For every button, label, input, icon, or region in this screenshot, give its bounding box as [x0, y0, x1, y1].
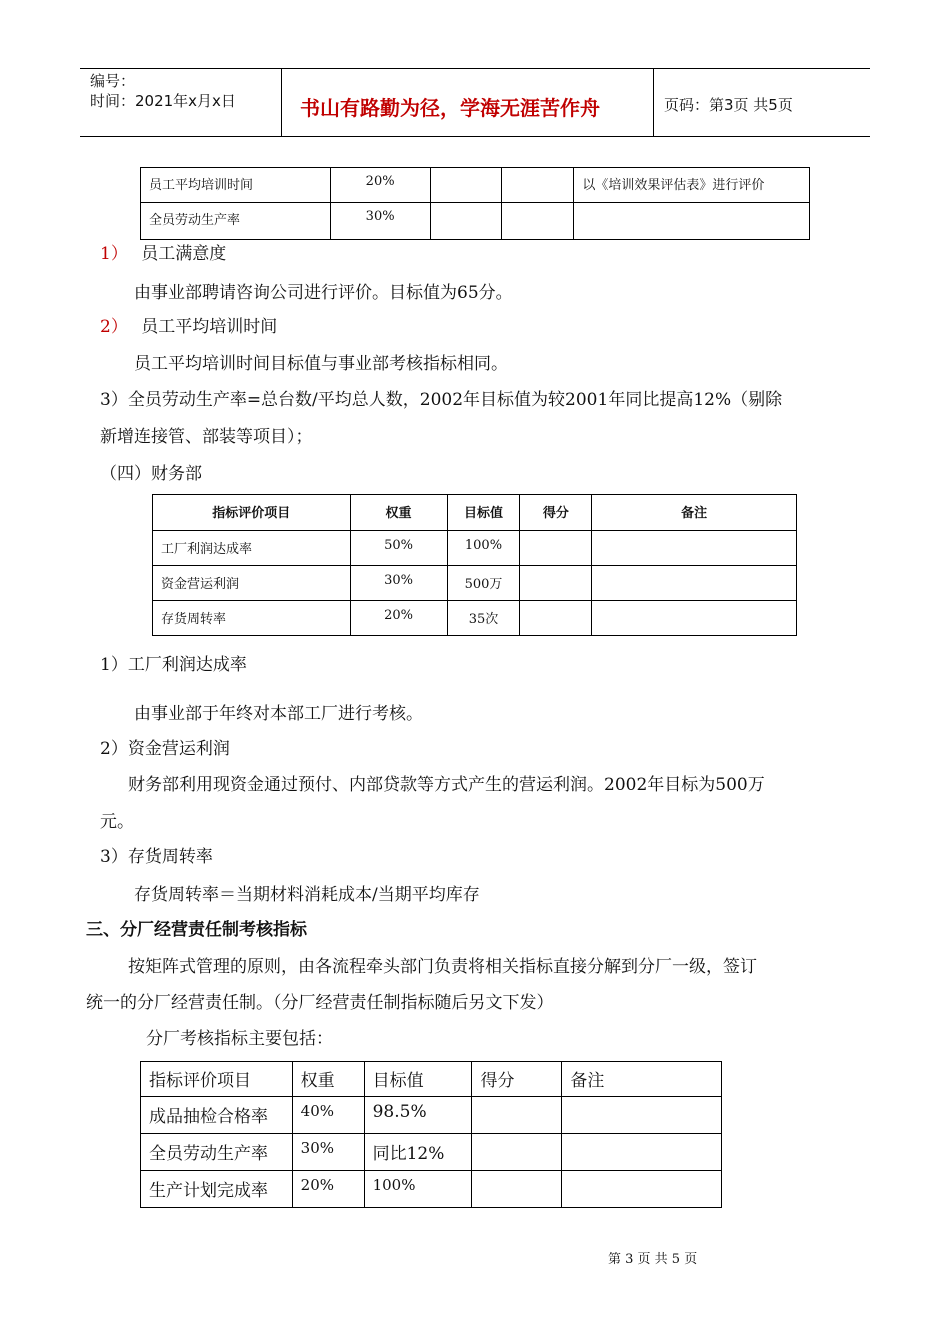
- table-cell-score: [520, 601, 592, 636]
- table-cell-note: [562, 1097, 722, 1134]
- table-cell-score: [520, 566, 592, 601]
- hr-item-2: [100, 314, 277, 340]
- table-row: [153, 601, 797, 636]
- table-cell-score: [472, 1097, 562, 1134]
- finance-item-1-title: 1）工厂利润达成率: [100, 655, 247, 675]
- table-cell-score: [472, 1171, 562, 1208]
- table-header-weight: 权重: [292, 1062, 364, 1097]
- finance-item-2-title: 2）资金营运利润: [100, 739, 230, 759]
- time-label: 时间：2021年x月x日: [90, 92, 236, 110]
- table-header-target: 目标值: [447, 495, 520, 531]
- hr-item-2-text: 员工平均培训时间目标值与事业部考核指标相同。: [134, 354, 508, 374]
- table-cell-item: 工厂利润达成率: [153, 531, 351, 566]
- table-row: [141, 1134, 722, 1171]
- table-cell-note: 以《培训效果评估表》进行评价: [574, 168, 810, 203]
- table-cell-weight: 20%: [330, 168, 430, 203]
- table-cell-score: [502, 203, 574, 240]
- page-label: 页码：第3页 共5页: [664, 96, 793, 114]
- hr-item-1-text: 由事业部聘请咨询公司进行评价。目标值为65分。: [134, 283, 513, 303]
- table-row: [141, 1171, 722, 1208]
- table-cell-weight: 20%: [292, 1171, 364, 1208]
- branch-para-line-1: 按矩阵式管理的原则，由各流程牵头部门负责将相关指标直接分解到分厂一级，签订: [128, 957, 757, 977]
- finance-item-2-text-line-1: 财务部利用现资金通过预付、内部贷款等方式产生的营运利润。2002年目标为500万: [128, 775, 765, 795]
- table-cell-target: 100%: [447, 531, 520, 566]
- table-cell-note: [592, 566, 797, 601]
- branch-intro: 分厂考核指标主要包括：: [146, 1029, 333, 1049]
- table-header-score: 得分: [472, 1062, 562, 1097]
- finance-item-1-text: 由事业部于年终对本部工厂进行考核。: [134, 704, 423, 724]
- table-cell-target: 98.5%: [364, 1097, 472, 1134]
- table-cell-item: 成品抽检合格率: [141, 1097, 293, 1134]
- table-cell-note: [574, 203, 810, 240]
- table-header-row: [141, 1062, 722, 1097]
- table-cell-score: [502, 168, 574, 203]
- table-row: [153, 566, 797, 601]
- table-cell-target: 同比12%: [364, 1134, 472, 1171]
- finance-heading: （四）财务部: [100, 464, 202, 484]
- table-cell-item: 存货周转率: [153, 601, 351, 636]
- table-cell-weight: 40%: [292, 1097, 364, 1134]
- table-row: [153, 531, 797, 566]
- branch-heading: 三、分厂经营责任制考核指标: [86, 920, 307, 940]
- header-bottom-rule: [80, 136, 870, 137]
- hr-item-3-line-1: 3）全员劳动生产率=总台数/平均总人数，2002年目标值为较2001年同比提高12%（剔除: [100, 390, 783, 410]
- hr-indicator-table: [140, 167, 810, 240]
- header-divider-right: [653, 68, 654, 136]
- table-header-weight: 权重: [350, 495, 447, 531]
- table-cell-note: [562, 1134, 722, 1171]
- finance-indicator-table: [152, 494, 797, 636]
- table-cell-target: 100%: [364, 1171, 472, 1208]
- table-header-row: [153, 495, 797, 531]
- table-cell-target: [430, 203, 502, 240]
- table-cell-target: 35次: [447, 601, 520, 636]
- doc-number-label: 编号：: [90, 72, 136, 90]
- table-cell-score: [472, 1134, 562, 1171]
- table-row: [141, 1097, 722, 1134]
- table-cell-note: [592, 531, 797, 566]
- header-top-rule: [80, 68, 870, 69]
- table-cell-item: 资金营运利润: [153, 566, 351, 601]
- table-cell-item: 全员劳动生产率: [141, 1134, 293, 1171]
- header-motto: 书山有路勤为径，学海无涯苦作舟: [300, 96, 600, 120]
- finance-item-2-text-line-2: 元。: [100, 812, 134, 832]
- table-cell-weight: 20%: [350, 601, 447, 636]
- table-cell-weight: 30%: [350, 566, 447, 601]
- table-header-note: 备注: [592, 495, 797, 531]
- table-row: [141, 168, 810, 203]
- table-cell-weight: 30%: [330, 203, 430, 240]
- table-cell-target: 500万: [447, 566, 520, 601]
- table-cell-weight: 30%: [292, 1134, 364, 1171]
- page-footer: 第 3 页 共 5 页: [608, 1252, 698, 1267]
- table-row: [141, 203, 810, 240]
- finance-item-3-title: 3）存货周转率: [100, 847, 213, 867]
- hr-item-1: [100, 241, 226, 267]
- table-cell-weight: 50%: [350, 531, 447, 566]
- hr-item-2-title: 员工平均培训时间: [141, 317, 278, 337]
- hr-item-1-number: 1）: [100, 244, 128, 264]
- header-divider-left: [281, 68, 282, 136]
- table-header-item: 指标评价项目: [141, 1062, 293, 1097]
- table-header-item: 指标评价项目: [153, 495, 351, 531]
- table-cell-note: [562, 1171, 722, 1208]
- table-cell-score: [520, 531, 592, 566]
- table-cell-note: [592, 601, 797, 636]
- table-cell-target: [430, 168, 502, 203]
- table-cell-item: 生产计划完成率: [141, 1171, 293, 1208]
- table-cell-item: 员工平均培训时间: [141, 168, 331, 203]
- finance-item-3-text: 存货周转率＝当期材料消耗成本/当期平均库存: [134, 885, 480, 905]
- branch-indicator-table: [140, 1061, 722, 1208]
- table-header-target: 目标值: [364, 1062, 472, 1097]
- hr-item-1-title: 员工满意度: [141, 244, 227, 264]
- table-cell-item: 全员劳动生产率: [141, 203, 331, 240]
- hr-item-2-number: 2）: [100, 317, 128, 337]
- hr-item-3-line-2: 新增连接管、部装等项目）；: [100, 427, 313, 447]
- table-header-score: 得分: [520, 495, 592, 531]
- branch-para-line-2: 统一的分厂经营责任制。（分厂经营责任制指标随后另文下发）: [86, 993, 554, 1013]
- table-header-note: 备注: [562, 1062, 722, 1097]
